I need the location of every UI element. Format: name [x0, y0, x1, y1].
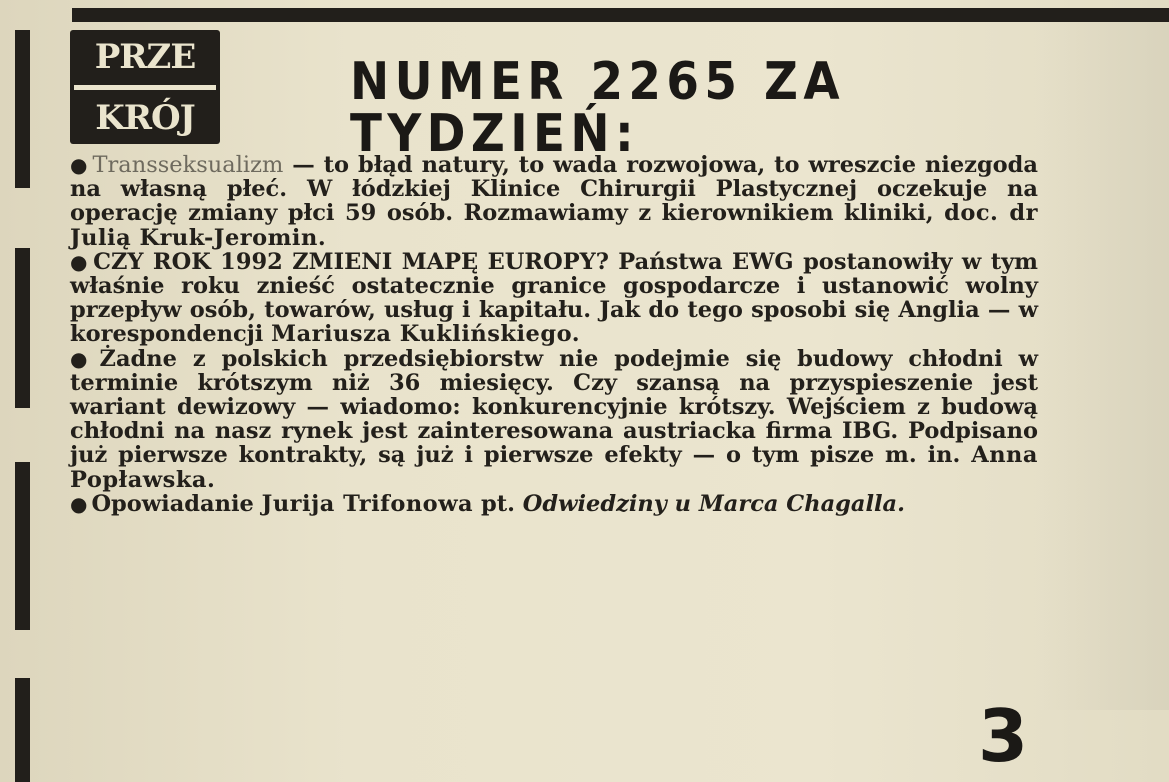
bullet-icon: ●	[70, 346, 96, 371]
item-lead: Opowiadanie	[91, 490, 254, 517]
issue-contents	[70, 153, 1038, 516]
item-text: nie podejmie się budowy chłodni w terminie krótszym niż 36 miesięcy. Czy szansą na przyspieszenie jest wariant dewizowy — wiadomo: konkurencyjnie krótszy. Wejściem z budową chłodni na nasz rynek jest zainteresowana austriacka firma IBG. Podpisano już pierwsze kontrakty, są już i pierwsze efekty — o tym pisze m. in.	[70, 345, 1039, 469]
bullet-icon: ●	[70, 249, 90, 274]
item-lead: CZY ROK 1992 ZMIENI MAPĘ EUROPY?	[93, 248, 609, 275]
margin-bar	[15, 30, 30, 188]
contents-item	[70, 153, 1038, 250]
story-title: Odwiedziny u Marca Chagalla.	[522, 490, 905, 517]
logo-bottom-text: KRÓJ	[95, 97, 195, 138]
bleed-through-column	[1040, 20, 1169, 710]
item-text: Państwa EWG postanowiły w tym właśnie roku znieść ostatecznie granice gospodarcze i ustanowić wolny przepływ osób, towarów, usług i kapitału. Jak do tego sposobi się Anglia — w korespondencji	[70, 248, 1038, 348]
item-author: doc. dr Julią Kruk-Jeromin.	[70, 200, 1038, 251]
item-author: Mariusza Kuklińskiego.	[271, 321, 581, 348]
item-lead: Transseksualizm	[92, 152, 284, 178]
margin-bar	[15, 678, 30, 782]
contents-item	[70, 250, 1038, 347]
issue-headline: NUMER 2265 ZA TYDZIEŃ:	[350, 52, 845, 164]
bullet-icon: ●	[70, 491, 88, 516]
margin-bar	[15, 462, 30, 630]
logo-top-text: PRZE	[94, 36, 196, 77]
margin-bar	[15, 248, 30, 408]
item-text: — to błąd natury, to wada rozwojowa, to wreszcie niezgoda na własną płeć. W łódzkiej Klinice Chirurgii Plastycznej oczekuje na operację zmiany płci 59 osób. Rozmawiamy z kierownikiem kliniki,	[70, 152, 1038, 227]
top-rule	[72, 8, 1169, 22]
przekroj-logo	[70, 30, 220, 144]
contents-item	[70, 492, 1038, 516]
bullet-icon: ●	[70, 153, 89, 177]
contents-item	[70, 347, 1038, 492]
item-author: Jurija Trifonowa	[261, 490, 474, 517]
item-tail: pt.	[473, 490, 523, 517]
logo-divider	[74, 85, 216, 90]
item-lead: Żadne z polskich przedsiębiorstw	[99, 345, 544, 372]
page-number: 3	[978, 694, 1029, 778]
item-text	[254, 491, 262, 517]
item-author: Anna Popławska.	[70, 442, 1038, 493]
